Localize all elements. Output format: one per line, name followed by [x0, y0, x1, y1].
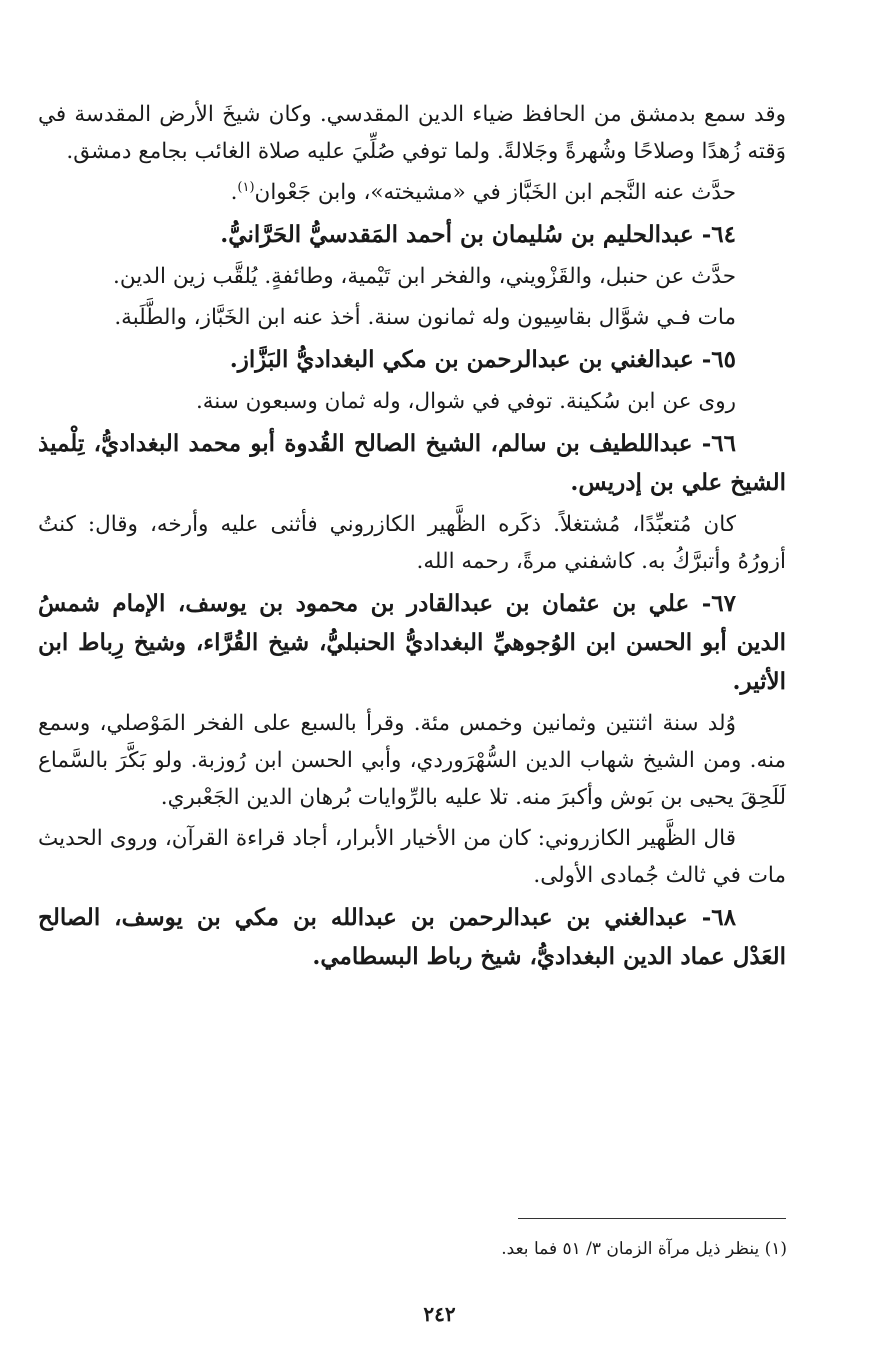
entry-68-heading: ٦٨- عبدالغني بن عبدالرحمن بن عبدالله بن مكي بن يوسف، الصالح العَدْل عماد الدين البغداديُّ، شيخ رباط البسطامي. — [38, 904, 786, 970]
entry-64-heading: ٦٤- عبدالحليم بن سُليمان بن أحمد المَقدسيُّ الحَرَّانيُّ. — [220, 221, 736, 248]
paragraph-damascus-hearing: وقد سمع بدمشق من الحافظ ضياء الدين المقدسي. وكان شيخَ الأرض المقدسة في وَقته زُهدًا وصلاحًا وشُهرةً وجَلالةً. ولما توفي صُلِّيَ عليه صلاة الغائب بجامع دمشق. — [38, 102, 786, 164]
entry-66-heading: ٦٦- عبداللطيف بن سالم، الشيخ الصالح القُدوة أبو محمد البغداديُّ، تِلْميذ الشيخ علي بن إدريس. — [38, 430, 786, 496]
paragraph-entry-67-birth: وُلد سنة اثنتين وثمانين وخمس مئة. وقرأ بالسبع على الفخر المَوْصلي، وسمع منه. ومن الشيخ شهاب الدين السُّهْرَوردي، وأبي الحسن ابن رُوزبة. ولو بَكَّرَ بالسَّماع لَلَحِقَ يحيى بن بَوش وأكبرَ منه. تلا عليه بالرِّوايات بُرهان الدين الجَعْبري. — [38, 711, 786, 810]
narrated-by-text: حدَّث عنه النَّجم ابن الخَبَّاز في «مشيخته»، وابن جَعْوان — [254, 180, 736, 205]
paragraph-entry-66: كان مُتعبِّدًا، مُشتغلاً. ذكَره الظَّهير الكازروني فأثنى عليه وأرخه، وقال: كنتُ أزورُهُ وأتبرَّكُ به. كاشفني مرةً، رحمه الله. — [38, 512, 786, 574]
entry-65-heading: ٦٥- عبدالغني بن عبدالرحمن بن مكي البغداديُّ البَزَّاز. — [229, 346, 736, 373]
paragraph-entry-64-death: مات فـي شوَّال بقاسِيون وله ثمانون سنة. أخذ عنه ابن الخَبَّاز، والطَّلَبة. — [114, 305, 736, 330]
entry-67-heading: ٦٧- علي بن عثمان بن عبدالقادر بن محمود بن يوسف، الإمام شمسُ الدين أبو الحسن ابن الوُجوهيِّ البغداديُّ الحنبليُّ، شيخ القُرَّاء، وشيخ رِباط ابن الأثير. — [38, 590, 786, 695]
page-number: ٢٤٢ — [423, 1302, 456, 1326]
paragraph-entry-67-praise: قال الظَّهير الكازروني: كان من الأخيار الأبرار، أجاد قراءة القرآن، وروى الحديث مات في ثالث جُمادى الأولى. — [38, 826, 786, 888]
paragraph-entry-65: روى عن ابن سُكينة. توفي في شوال، وله ثمان وسبعون سنة. — [195, 389, 736, 414]
paragraph-narrated-by — [38, 174, 786, 211]
page-body — [38, 96, 786, 980]
footnote: (١) ينظر ذيل مرآة الزمان ٣/ ٥١ فما بعد. — [501, 1239, 787, 1259]
paragraph-entry-64-narration: حدَّث عن حنبل، والقَزْويني، والفخر ابن تَيْمية، وطائفةٍ. يُلقَّب زين الدين. — [113, 264, 736, 289]
footnote-divider — [518, 1218, 786, 1219]
footnote-reference: (١) — [237, 179, 255, 195]
narrated-by-end: . — [230, 180, 238, 205]
